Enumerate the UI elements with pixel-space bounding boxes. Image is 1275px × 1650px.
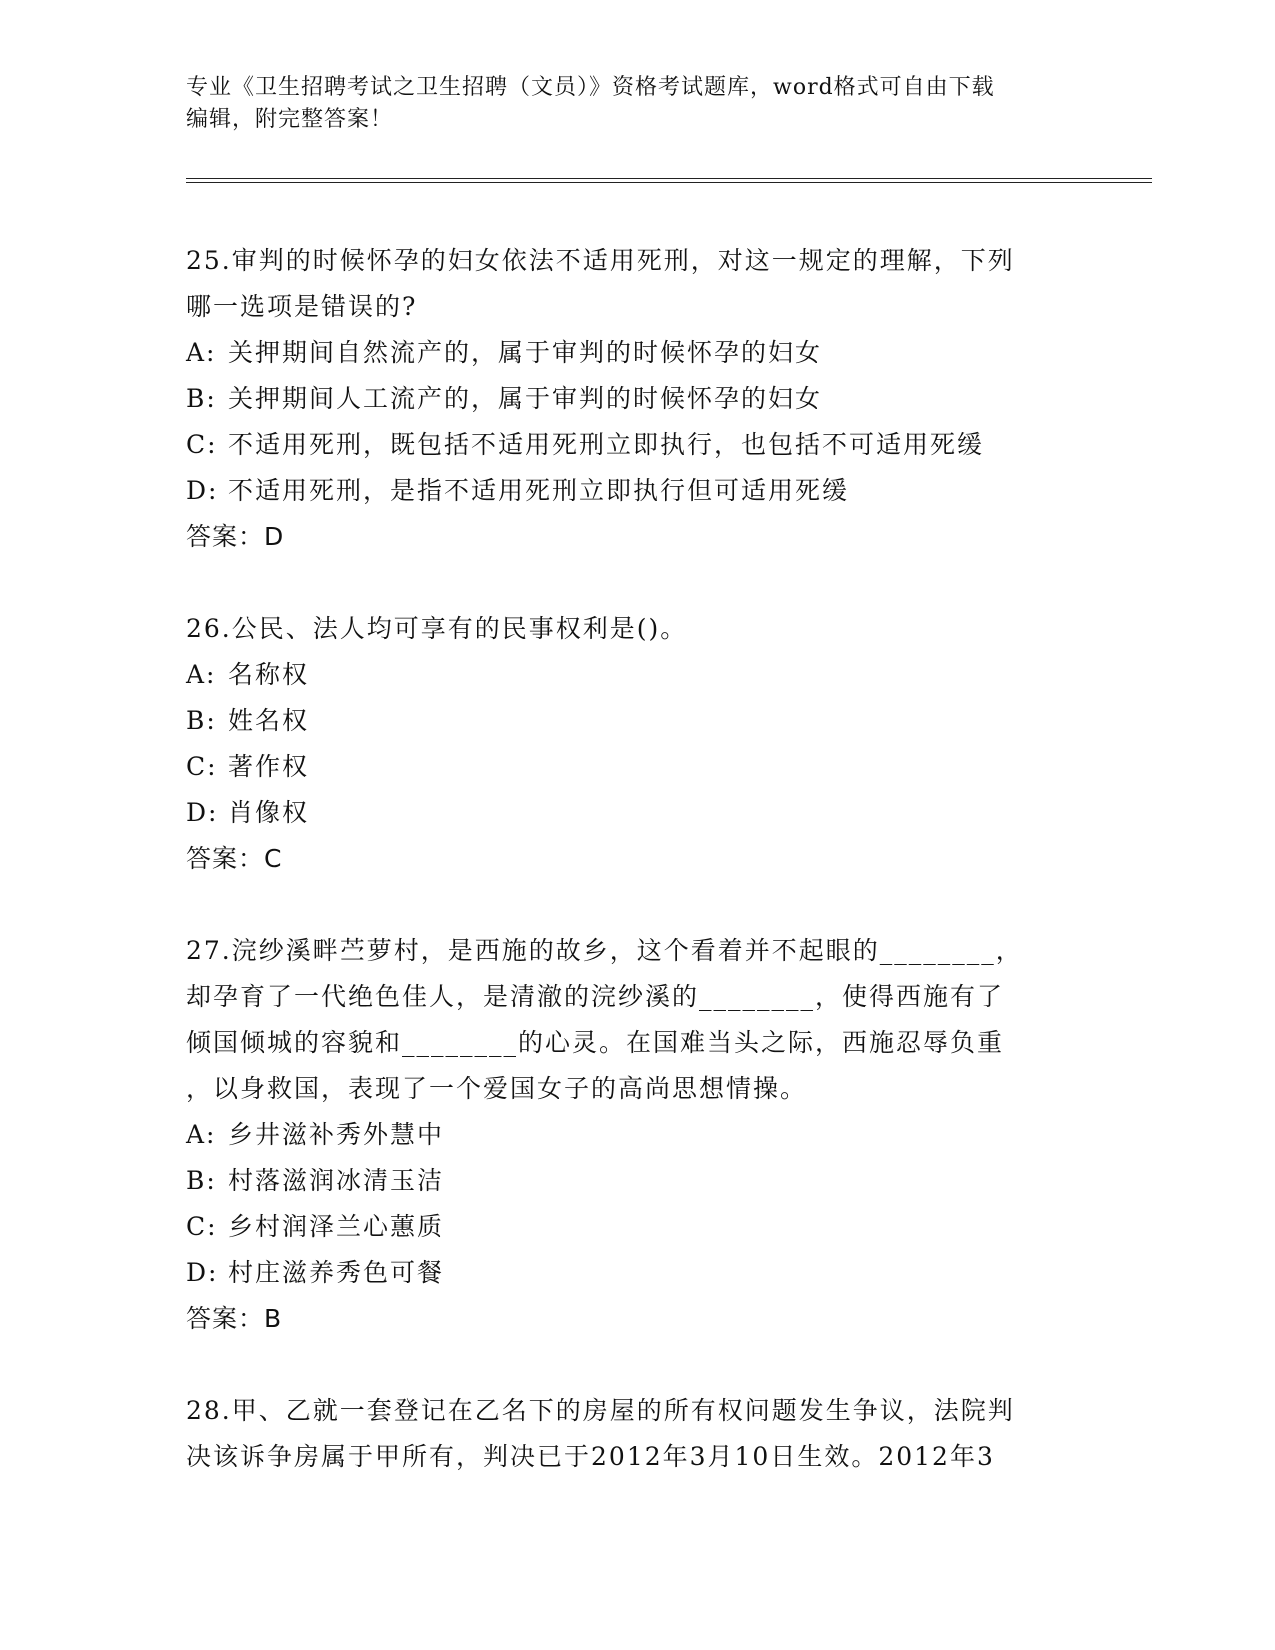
question-text: 倾国倾城的容貌和________的心灵。在国难当头之际，西施忍辱负重 <box>186 1028 1005 1057</box>
option-letter: D: <box>186 798 219 827</box>
question-text: 哪一选项是错误的? <box>186 292 418 321</box>
option-text: 关押期间人工流产的，属于审判的时候怀孕的妇女 <box>228 384 823 413</box>
question-text: 28.甲、乙就一套登记在乙名下的房屋的所有权问题发生争议，法院判 <box>186 1396 1015 1425</box>
question-text: 25.审判的时候怀孕的妇女依法不适用死刑，对这一规定的理解，下列 <box>186 246 1015 275</box>
option-c <box>186 1204 1086 1250</box>
option-d <box>186 790 1086 836</box>
option-b <box>186 1158 1086 1204</box>
option-text: 不适用死刑，是指不适用死刑立即执行但可适用死缓 <box>228 476 850 505</box>
document-header <box>186 72 1086 136</box>
option-text: 姓名权 <box>228 706 310 735</box>
question-27 <box>186 928 1086 1342</box>
option-a <box>186 652 1086 698</box>
option-text: 乡村润泽兰心蕙质 <box>228 1212 445 1241</box>
answer-label: 答案：D <box>186 522 285 551</box>
header-line: 编辑，附完整答案！ <box>186 107 394 132</box>
option-c <box>186 744 1086 790</box>
question-list <box>186 238 1086 1526</box>
option-letter: C: <box>186 752 218 781</box>
option-letter: A: <box>186 1120 217 1149</box>
option-text: 不适用死刑，既包括不适用死刑立即执行，也包括不可适用死缓 <box>228 430 985 459</box>
option-letter: B: <box>186 1166 217 1195</box>
option-a <box>186 330 1086 376</box>
option-letter: B: <box>186 706 217 735</box>
option-letter: D: <box>186 476 219 505</box>
question-text: 27.浣纱溪畔苎萝村，是西施的故乡，这个看着并不起眼的________， <box>186 936 1023 965</box>
option-a <box>186 1112 1086 1158</box>
header-divider <box>186 182 1152 183</box>
option-d <box>186 1250 1086 1296</box>
question-text: 却孕育了一代绝色佳人，是清澈的浣纱溪的________，使得西施有了 <box>186 982 1005 1011</box>
option-text: 关押期间自然流产的，属于审判的时候怀孕的妇女 <box>228 338 823 367</box>
option-d <box>186 468 1086 514</box>
question-28 <box>186 1388 1086 1480</box>
header-divider <box>186 178 1152 179</box>
question-text: 26.公民、法人均可享有的民事权利是()。 <box>186 614 688 643</box>
option-letter: C: <box>186 1212 218 1241</box>
answer-label: 答案：B <box>186 1304 283 1333</box>
question-text: 决该诉争房属于甲所有，判决已于2012年3月10日生效。2012年3 <box>186 1442 995 1471</box>
option-c <box>186 422 1086 468</box>
option-letter: A: <box>186 660 217 689</box>
option-letter: B: <box>186 384 217 413</box>
option-text: 著作权 <box>228 752 310 781</box>
question-26 <box>186 606 1086 882</box>
question-25 <box>186 238 1086 560</box>
header-line: 专业《卫生招聘考试之卫生招聘（文员）》资格考试题库，word格式可自由下载 <box>186 75 995 100</box>
option-letter: D: <box>186 1258 219 1287</box>
option-b <box>186 376 1086 422</box>
option-text: 村庄滋养秀色可餐 <box>228 1258 445 1287</box>
answer-label: 答案：C <box>186 844 283 873</box>
option-text: 肖像权 <box>228 798 310 827</box>
option-b <box>186 698 1086 744</box>
option-text: 乡井滋补秀外慧中 <box>228 1120 445 1149</box>
option-text: 名称权 <box>228 660 310 689</box>
option-letter: A: <box>186 338 217 367</box>
question-text: ，以身救国，表现了一个爱国女子的高尚思想情操。 <box>186 1074 808 1103</box>
option-letter: C: <box>186 430 218 459</box>
option-text: 村落滋润冰清玉洁 <box>228 1166 445 1195</box>
